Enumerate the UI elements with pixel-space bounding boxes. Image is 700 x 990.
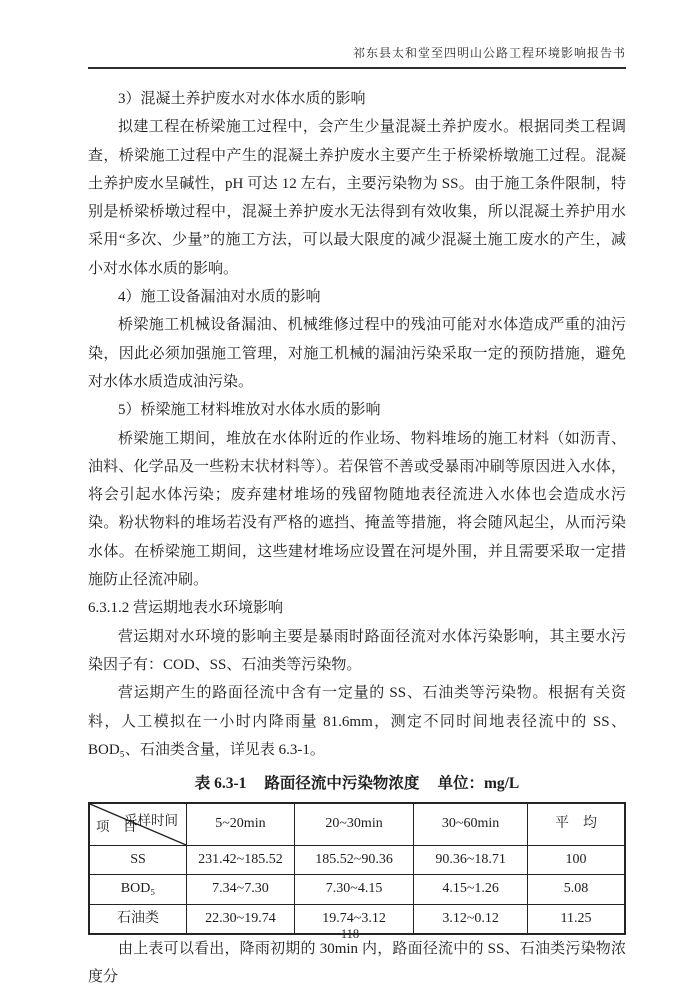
table-cell: 11.25 [527, 904, 625, 934]
table-cell: 3.12~0.12 [414, 904, 528, 934]
column-header: 20~30min [294, 803, 414, 846]
running-header-title: 祁东县太和堂至四明山公路工程环境影响报告书 [352, 46, 626, 60]
table-cell: 185.52~90.36 [294, 846, 414, 875]
table-caption-title: 路面径流中污染物浓度 [264, 775, 420, 793]
row-label: SS [89, 846, 187, 875]
table-cell: 19.74~3.12 [294, 904, 414, 934]
table-cell: 4.15~1.26 [414, 875, 528, 904]
table-caption-unit: 单位：mg/L [437, 775, 520, 793]
column-header: 30~60min [414, 803, 528, 846]
column-header: 5~20min [187, 803, 295, 846]
section-heading-6312: 6.3.1.2 营运期地表水环境影响 [88, 600, 284, 617]
table-row-ss [89, 846, 625, 875]
table-cell: 22.30~19.74 [187, 904, 295, 934]
corner-label-sampling-time: 采样时间 [124, 813, 179, 829]
page-content-area [88, 44, 626, 990]
subheading-4: 4）施工设备漏油对水质的影响 [118, 289, 321, 306]
paragraph: 营运期产生的路面径流中含有一定量的 SS、石油类等污染物。根据有关资料，人工模拟在一小时内降雨量 81.6mm，测定不同时间地表径流中的 SS、BOD₅、石油类含量，详见表 6.3-1。 [88, 685, 626, 758]
pollutant-concentration-table [88, 802, 626, 935]
body-text [88, 85, 626, 990]
corner-label-item: 项 目 [96, 818, 137, 834]
table-header-row [89, 803, 625, 846]
page-number: 118 [340, 927, 360, 941]
table-cell: 5.08 [527, 875, 625, 904]
paragraph: 营运期对水环境的影响主要是暴雨时路面径流对水体污染影响，其主要水污染因子有：COD、SS、石油类等污染物。 [88, 628, 626, 673]
row-label: BOD₅ [89, 875, 187, 904]
table-cell: 100 [527, 846, 625, 875]
column-header: 平 均 [527, 803, 625, 846]
paragraph: 由上表可以看出，降雨初期的 30min 内，路面径流中的 SS、石油类污染物浓度分 [88, 941, 626, 986]
paragraph: 桥梁施工期间，堆放在水体附近的作业场、物料堆场的施工材料（如沥青、油料、化学品及一些粉末状材料等）。若保管不善或受暴雨冲刷等原因进入水体，将会引起水体污染；废弃建材堆场的残留物随地表径流进入水体也会造成水污染。粉状物料的堆场若没有严格的遮挡、掩盖等措施，将会随风起尘，从而污染水体。在桥梁施工期间，这些建材堆场应设置在河堤外围，并且需要采取一定措施防止径流冲刷。 [88, 430, 626, 589]
table-caption-label: 表 6.3-1 [194, 775, 247, 793]
subheading-5: 5）桥梁施工材料堆放对水体水质的影响 [118, 402, 381, 419]
table-caption [88, 772, 626, 796]
table-corner-cell [89, 803, 187, 846]
table-row-bod5 [89, 875, 625, 904]
table-cell: 7.30~4.15 [294, 875, 414, 904]
paragraph: 拟建工程在桥梁施工过程中，会产生少量混凝土养护废水。根据同类工程调查，桥梁施工过程中产生的混凝土养护废水主要产生于桥梁桥墩施工过程。混凝土养护废水呈碱性，pH 可达 12 左右，主要污染物为 SS。由于施工条件限制，特别是桥梁桥墩过程中，混凝土养护废水无法得到有效收集，所以混凝土养护用水采用“多次、少量”的施工方法，可以最大限度的减少混凝土施工废水的产生，减小对水体水质的影响。 [88, 119, 626, 277]
running-header [88, 44, 626, 69]
paragraph: 桥梁施工机械设备漏油、机械维修过程中的残油可能对水体造成严重的油污染，因此必须加强施工管理，对施工机械的漏油污染采取一定的预防措施，避免对水体水质造成油污染。 [88, 317, 626, 390]
table-cell: 90.36~18.71 [414, 846, 528, 875]
table-cell: 231.42~185.52 [187, 846, 295, 875]
row-label: 石油类 [89, 904, 187, 934]
table-cell: 7.34~7.30 [187, 875, 295, 904]
subheading-3: 3）混凝土养护废水对水体水质的影响 [118, 91, 366, 107]
